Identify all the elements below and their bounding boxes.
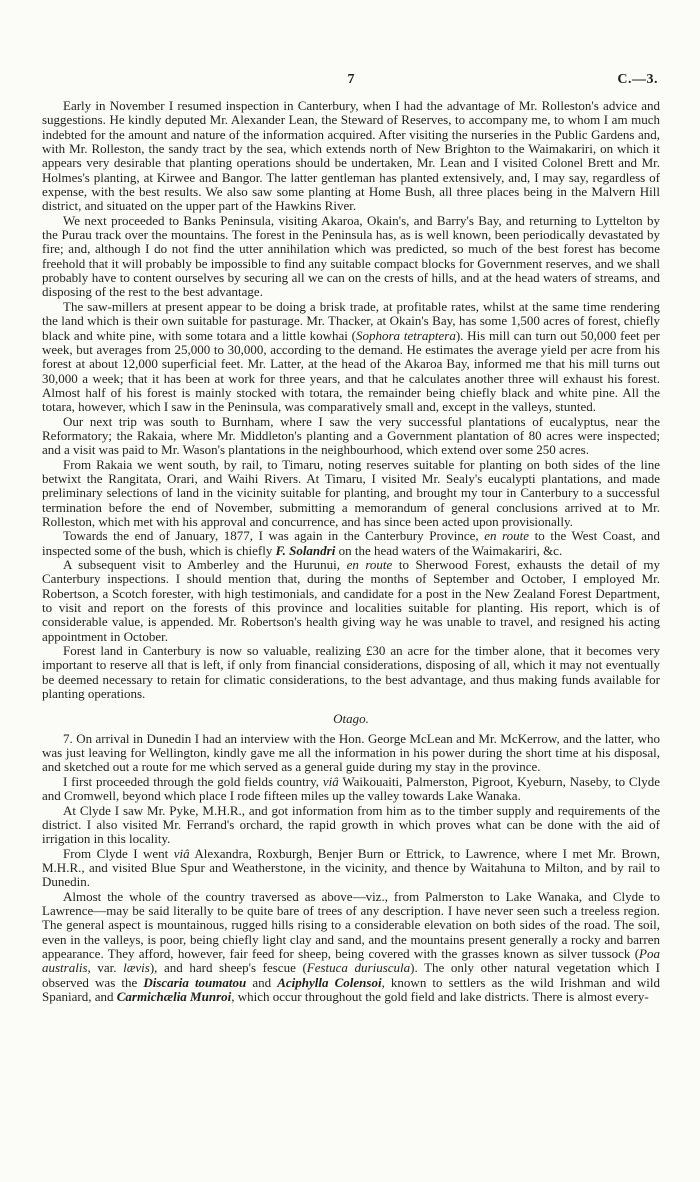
page-header [42,72,660,90]
doc-reference: C.—3. [617,72,658,87]
paragraph: Towards the end of January, 1877, I was again in the Canterbury Province, en route to the West Coast, and inspected some of the bush, which is chiefly F. Solandri on the head waters of the Waimakariri, &c. [42,528,661,558]
paragraph: Early in November I resumed inspection in Canterbury, when I had the advantage of Mr. Rolleston's advice and suggestions. He kindly deputed Mr. Alexander Lean, the Steward of Reserves, to accompany me, to whom I am much indebted for the amount and nature of the information acquired. After visiting the nurseries in the Public Gardens and, with Mr. Rolleston, the sandy tract by the sea, which extends north of New Brighton to the Waimakariri, on which it appears very desirable that planting operations should be undertaken, Mr. Lean and I visited Colonel Brett and Mr. Holmes's planting, at Kirwee and Bangor. The latter gentleman has planted extensively, and, I may say, regardless of expense, with the best results. We also saw some planting at Home Bush, all three places being in the Malvern Hill district, and situated on the upper part of the Hawkins River. [42,98,660,214]
paragraph: At Clyde I saw Mr. Pyke, M.H.R., and got information from him as to the timber supply and requirements of the district. I also visited Mr. Ferrand's orchard, the rapid growth in which proves what can be done with the aid of irrigation in this locality. [42,802,660,847]
paragraph: A subsequent visit to Amberley and the Hurunui, en route to Sherwood Forest, exhausts the detail of my Canterbury inspections. I should mention that, during the months of September and October, I employed Mr. Robertson, a Scotch forester, with high testimonials, and candidate for a post in the New Zealand Forest Department, to visit and report on the forests of this province and localities suitable for planting. His report, which is of considerable value, is appended. Mr. Robertson's health giving way he was unable to travel, and resigned his acting appointment in October. [42,557,660,644]
paragraph: Forest land in Canterbury is now so valuable, realizing £30 an acre for the timber alone, that it becomes very important to reserve all that is left, if only from financial considerations, disposing of all, which it may not eventually be deemed necessary to retain for climatic considerations, to the best advantage, and thus making funds available for planting operations. [42,643,660,702]
paragraph: From Rakaia we went south, by rail, to Timaru, noting reserves suitable for planting on both sides of the line betwixt the Rangitata, Orari, and Waihi Rivers. At Timaru, I visited Mr. Sealy's eucalypti plantations, and made preliminary selections of land in the vicinity suitable for planting, and brought my tour in Canterbury to a successful termination before the end of November, submitting a memorandum of general conclusions arrived at to Mr. Rolleston, which met with his approval and concurrence, and has since been acted upon provisionally. [42,456,660,529]
document-body [42,99,660,1004]
paragraph: I first proceeded through the gold fields country, viâ Waikouaiti, Palmerston, Pigroot, Kyeburn, Naseby, to Clyde and Cromwell, beyond which place I rode fifteen miles up the valley towards Lake Wanaka. [42,773,660,804]
page-number: 7 [347,72,355,87]
paragraph: The saw-millers at present appear to be doing a brisk trade, at profitable rates, whilst at the same time rendering the land which is their own suitable for pasturage. Mr. Thacker, at Okain's Bay, has some 1,500 acres of forest, chiefly black and white pine, with some totara and a little kowhai (Sophora tetraptera). His mill can turn out 50,000 feet per week, but averages from 25,000 to 30,000, according to the demand. He estimates the average yield per acre from his forest at about 12,000 superficial feet. Mr. Latter, at the head of the Akaroa Bay, informed me that his mill turns out 30,000 a week; that it has been at work for three years, and that he calculates another three will exhaust his forest. Almost half of his forest is mainly stocked with totara, the remainder being chiefly black and white pine. All the totara, however, which I saw in the Peninsula, was comparatively small and, except in the valleys, stunted. [42,298,660,415]
paragraph: Almost the whole of the country traversed as above—viz., from Palmerston to Lake Wanaka, and Clyde to Lawrence—may be said literally to be quite bare of trees of any description. I have never seen such a treeless region. The general aspect is mountainous, rugged hills rising to a considerable elevation on both sides of the road. The soil, even in the valleys, is poor, being chiefly light clay and sand, and the mountains present generally a rocky and barren appearance. They afford, however, fair feed for sheep, being covered with the grasses known as silver tussock (Poa australis, var. lævis), and hard sheep's fescue (Festuca duriuscula). The only other natural vegetation which I observed was the Discaria toumatou and Aciphylla Colensoi, known to settlers as the wild Irishman and wild Spaniard, and Carmichælia Munroi, which occur throughout the gold field and lake districts. There is almost every- [42,888,661,1004]
section-heading-otago: Otago. [333,711,369,727]
paragraph: We next proceeded to Banks Peninsula, visiting Akaroa, Okain's, and Barry's Bay, and returning to Lyttelton by the Purau track over the mountains. The forest in the Peninsula has, as is well known, been periodically devastated by fire; and, although I do not find the utter annihilation which was predicted, so much of the best forest has become freehold that it will probably be impossible to find any suitable compact blocks for Government reserves, and we shall probably have to content ourselves by securing all we can on the crests of hills, and at the head waters of streams, and disposing of the rest to the best advantage. [42,212,660,300]
paragraph: From Clyde I went viâ Alexandra, Roxburgh, Benjer Burn or Ettrick, to Lawrence, where I met Mr. Brown, M.H.R., and visited Blue Spur and Weatherstone, in the vicinity, and thence by Waitahuna to Milton, and by rail to Dunedin. [42,845,660,890]
paragraph: Our next trip was south to Burnham, where I saw the very successful plantations of eucalyptus, near the Reformatory; the Rakaia, where Mr. Middleton's planting and a Government plantation of 80 acres were inspected; and a visit was paid to Mr. Wason's plantations in the neighbourhood, which extend over some 250 acres. [42,413,660,458]
paragraph: 7. On arrival in Dunedin I had an interview with the Hon. George McLean and Mr. McKerrow, and the latter, who was just leaving for Wellington, kindly gave me all the information in his power during the short time at his disposal, and sketched out a route for me which served as a general guide during my stay in the province. [42,730,660,775]
